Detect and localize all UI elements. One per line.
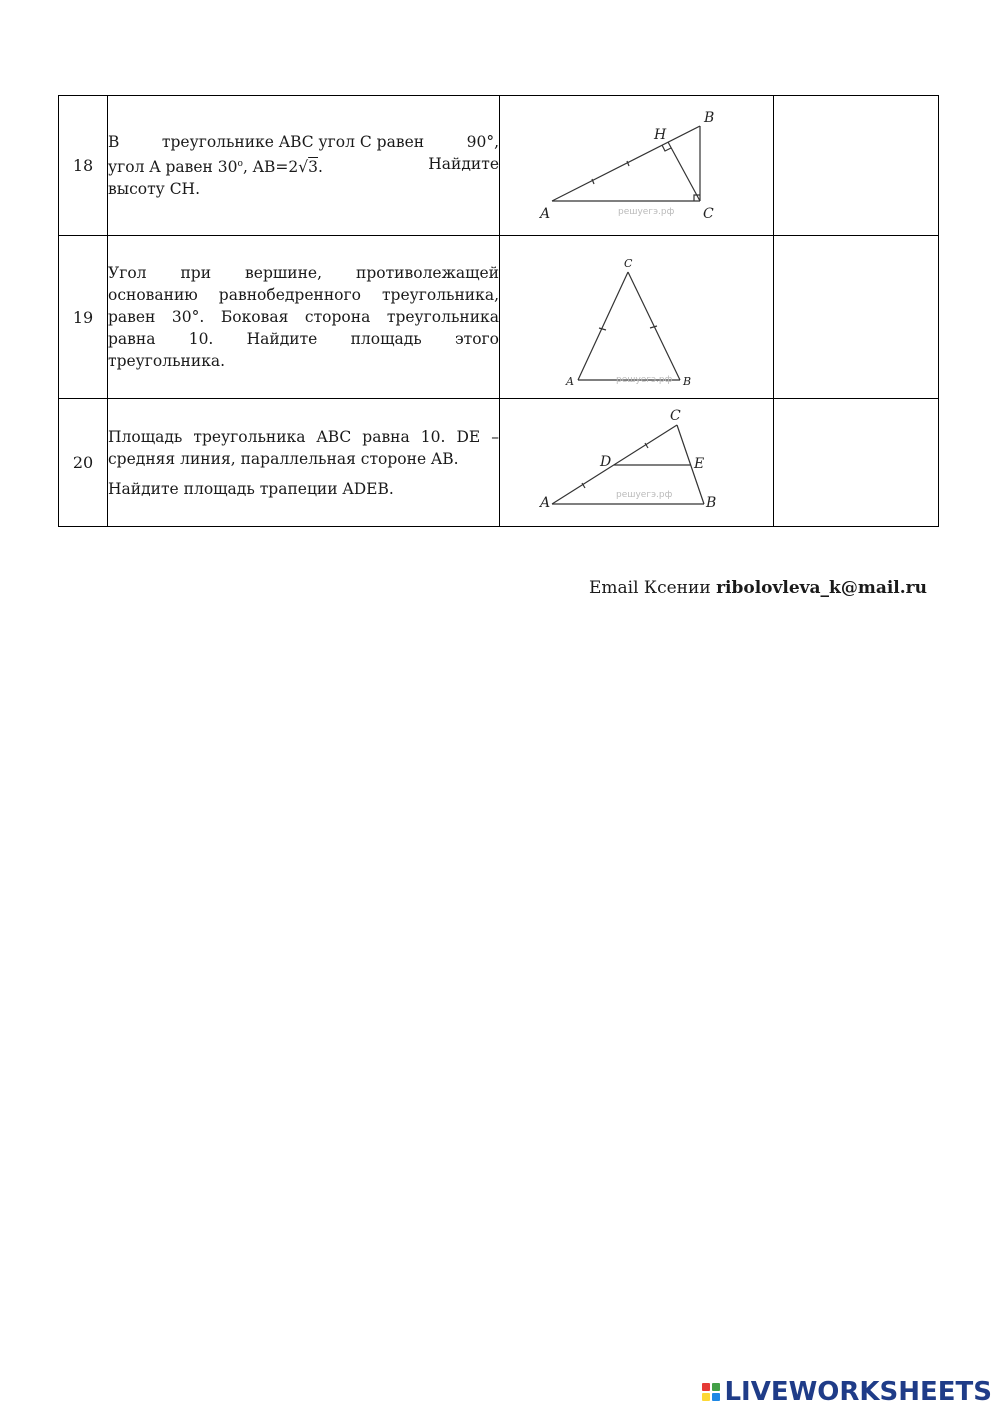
logo-text: LIVEWORKSHEETS [724,1377,992,1407]
task-text-line: высоту CH. [108,180,201,199]
task-number: 20 [59,399,108,527]
label-c: C [703,206,714,222]
table-row [59,399,939,527]
side-bc [628,272,680,380]
midline-triangle-figure [500,399,774,526]
email-line [589,578,927,598]
task-text-line: угол A равен 30$^o$, AB=2√3. Найдите [108,154,499,177]
label-a: A [540,495,551,511]
answer-cell[interactable] [774,96,939,236]
task-text-line: В треугольнике ABC угол C равен 90°, [108,132,499,151]
task-figure [500,96,774,236]
answer-cell[interactable] [774,399,939,527]
label-b: B [704,110,715,126]
side-ab [552,126,700,201]
task-figure [500,236,774,399]
label-d: D [600,454,612,470]
task-number: 19 [59,236,108,399]
task-text: Площадь треугольника ABC равна 10. DE – средняя линия, параллельная стороне AB. Найдите площадь трапеции ADEB. [108,399,500,527]
task-figure [500,399,774,527]
task-text: Угол при вершине, противолежащей основанию равнобедренного треугольника, равен 30°. Боковая сторона треугольника равна 10. Найдите площадь этого треугольника. [108,236,500,399]
table-row [59,236,939,399]
tasks-table [58,95,939,527]
label-b: B [706,495,717,511]
label-c: C [670,408,681,424]
email-address[interactable]: ribolovleva_k@mail.ru [716,578,927,598]
triangle-abc-height-figure [500,96,774,235]
figure-watermark: решуегэ.рф [618,207,675,217]
label-a: A [540,206,551,222]
height-ch [668,142,700,201]
figure-watermark: решуегэ.рф [616,375,673,385]
label-b: B [683,375,692,388]
answer-cell[interactable] [774,236,939,399]
task-text [108,96,500,236]
label-h: H [654,127,667,143]
liveworksheets-logo [702,1377,992,1407]
label-e: E [694,456,705,472]
side-ac [578,272,628,380]
figure-watermark: решуегэ.рф [616,490,673,500]
table-row [59,96,939,236]
task-number: 18 [59,96,108,236]
label-c: C [624,257,633,270]
label-a: A [566,375,574,388]
sqrt-sign: √ [298,158,309,177]
logo-icon [702,1383,720,1401]
email-prefix: Email Ксении [588,578,711,598]
isosceles-triangle-figure [500,236,774,398]
